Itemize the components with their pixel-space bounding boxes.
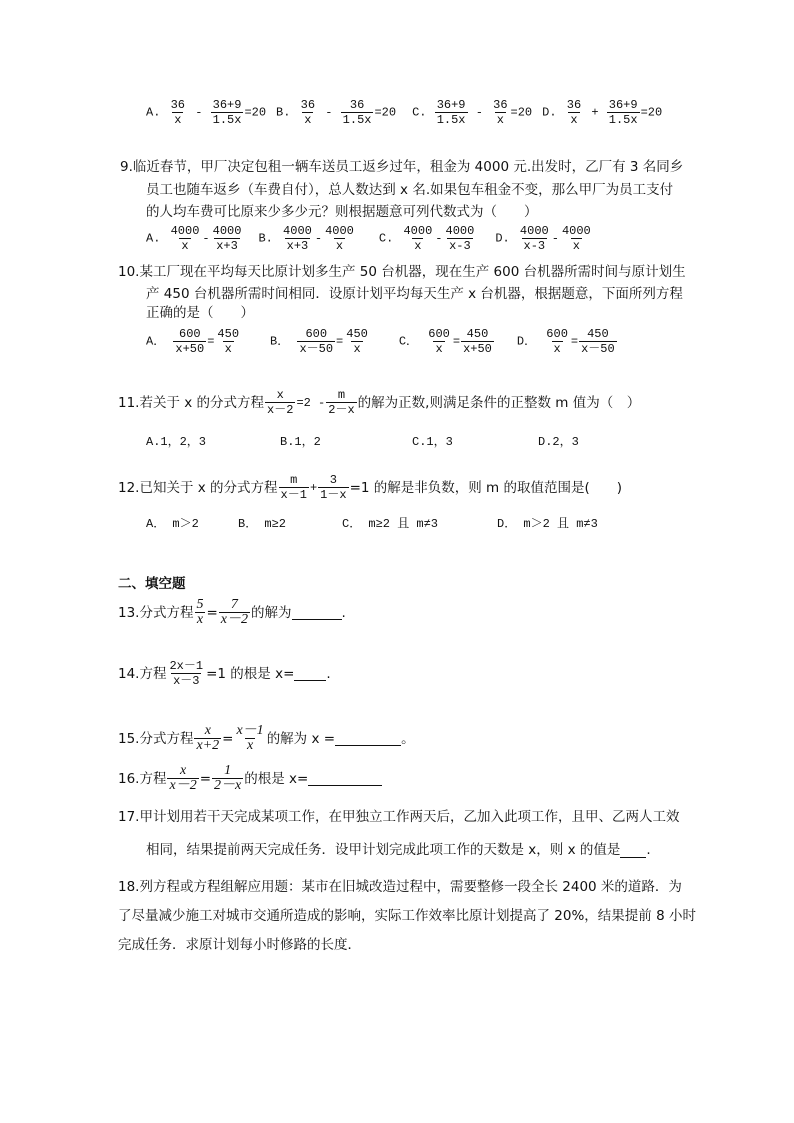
q9-option-c: C. $\frac{4000}{x}$ - $\frac{4000}{x-3}$ xyxy=(378,224,475,253)
section-title: 二、填空题 xyxy=(118,576,186,592)
q11-option-d: D.2，3 xyxy=(538,435,579,449)
q17-line1: 17.甲计划用若干天完成某项工作，在甲独立工作两天后，乙加入此项工作，且甲、乙两人工效 xyxy=(118,809,680,825)
q9-line2: 员工也随车返乡（车费自付），总人数达到 x 名.如果包车租金不变，那么甲厂为员工支付 xyxy=(146,182,674,198)
q9-option-d: D. $\frac{4000}{x-3}$ - $\frac{4000}{x}$ xyxy=(495,224,591,253)
q8-options xyxy=(146,98,662,127)
q10-option-d: D． $\frac{600}{x}$ = $\frac{450}{x-50}$ xyxy=(516,327,615,356)
q18-line1: 18.列方程或方程组解应用题：某市在旧城改造过程中，需要整修一段全长 2400 米的道路．为 xyxy=(118,879,682,895)
q9-line3: 的人均车费可比原来少多少元？则根据题意可列代数式为（ ） xyxy=(146,204,538,220)
q17-answer-blank[interactable] xyxy=(620,843,646,858)
q11-option-b: B.1，2 xyxy=(280,435,321,449)
q18-line3: 完成任务．求原计划每小时修路的长度． xyxy=(118,937,361,953)
q9-option-b: B. $\frac{4000}{x+3}$ - $\frac{4000}{x}$ xyxy=(258,224,354,253)
q12-option-c: C． m≥2 且 m≠3 xyxy=(342,517,439,531)
q17-line2: 相同，结果提前两天完成任务．设甲计划完成此项工作的天数是 x，则 x 的值是 . xyxy=(146,842,651,858)
q10-line2: 产 450 台机器所需时间相同．设原计划平均每天生产 x 台机器，根据题意，下面所列方程 xyxy=(146,286,683,302)
q16-stem: 16.方程 $\frac{x}{x-2}$ = $\frac{1}{2-x}$ 的根是 x= xyxy=(118,764,382,793)
q10-options xyxy=(146,327,618,356)
q12-option-d: D． m＞2 且 m≠3 xyxy=(497,517,598,531)
q9-option-a: A. $\frac{4000}{x}$ - $\frac{4000}{x+3}$ xyxy=(146,224,242,253)
q8-option-a: A. $\frac{36}{x}$ - $\frac{36+9}{1.5x}$ =20 xyxy=(146,98,267,127)
q14-stem: 14.方程 $\frac{2x-1}{x-3}$ =1 的根是 x= . xyxy=(118,659,331,688)
q13-stem: 13.分式方程 $\frac{5}{x}$ = $\frac{7}{x-2}$ 的解为 . xyxy=(118,597,346,627)
q15-stem: 15.分式方程 $\frac{x}{x+2}$ = $\frac{x-1}{x}$ 的解为 x = 。 xyxy=(118,723,415,753)
q15-answer-blank[interactable] xyxy=(335,731,401,746)
q10-option-a: A． $\frac{600}{x+50}$ = $\frac{450}{x}$ xyxy=(146,327,240,356)
q11-option-c: C.1，3 xyxy=(412,435,453,449)
q18-line2: 了尽量减少施工对城市交通所造成的影响，实际工作效率比原计划提高了 20%，结果提前 8 小时 xyxy=(118,908,696,924)
q16-answer-blank[interactable] xyxy=(308,771,382,786)
q9-line1: 9.临近春节，甲厂决定包租一辆车送员工返乡过年，租金为 4000 元.出发时，乙厂有 3 名同乡 xyxy=(120,159,684,175)
q9-options xyxy=(146,224,594,253)
q11-option-a: A.1，2，3 xyxy=(146,435,207,449)
q10-option-b: B． $\frac{600}{x-50}$ = $\frac{450}{x}$ xyxy=(270,327,368,356)
q10-line1: 10.某工厂现在平均每天比原计划多生产 50 台机器，现在生产 600 台机器所需时间与原计划生 xyxy=(118,264,686,280)
q12-option-a: A． m＞2 xyxy=(146,517,199,531)
q13-answer-blank[interactable] xyxy=(292,605,342,620)
q8-option-c: C. $\frac{36+9}{1.5x}$ - $\frac{36}{x}$ =20 xyxy=(412,98,533,127)
q8-option-b: B. $\frac{36}{x}$ - $\frac{36}{1.5x}$ =20 xyxy=(276,98,397,127)
q14-answer-blank[interactable] xyxy=(294,666,326,681)
q8-option-d: D. $\frac{36}{x}$ + $\frac{36+9}{1.5x}$ =20 xyxy=(542,98,663,127)
q11-stem: 11.若关于 x 的分式方程 $\frac{x}{x-2}$ =2 - $\frac{m}{2-x}$ 的解为正数,则满足条件的正整数 m 值为（ ） xyxy=(118,388,641,417)
q12-option-b: B． m≥2 xyxy=(238,517,287,531)
q10-option-c: C． $\frac{600}{x}$ = $\frac{450}{x+50}$ xyxy=(398,327,492,356)
q12-stem: 12.已知关于 x 的分式方程 $\frac{m}{x-1}$ + $\frac{3}{1-x}$ =1 的解是非负数，则 m 的取值范围是( ) xyxy=(118,473,623,502)
q10-line3: 正确的是（ ） xyxy=(146,305,254,321)
